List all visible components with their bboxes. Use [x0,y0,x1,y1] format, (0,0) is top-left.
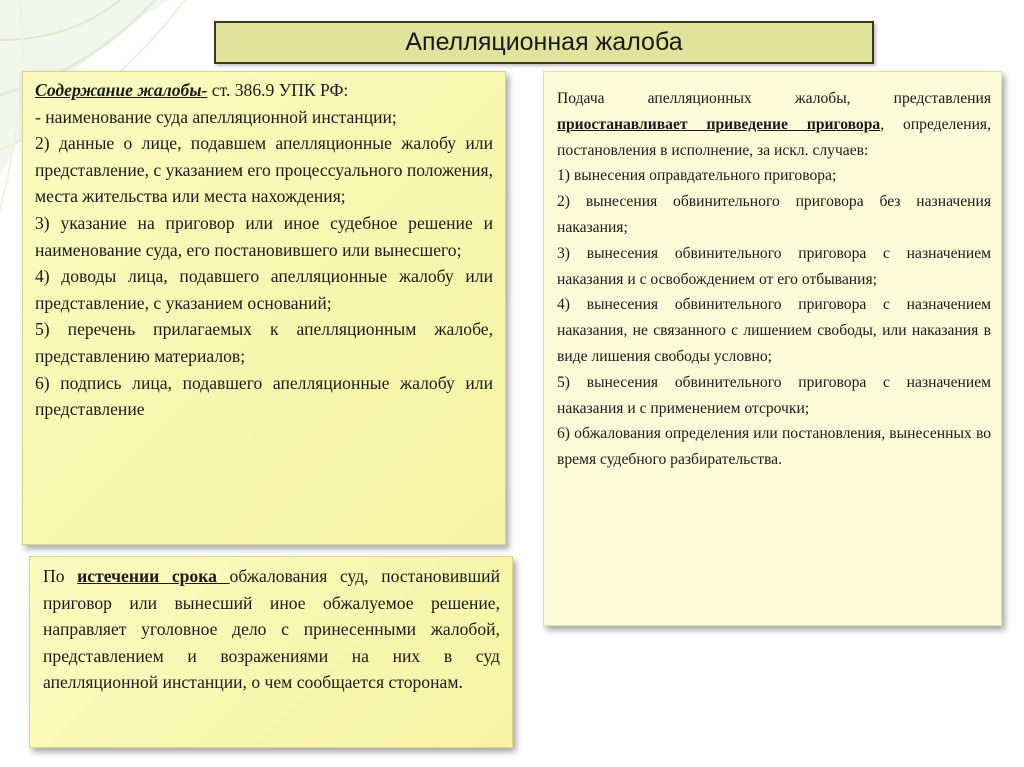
term-emphasis: истечении срока [77,566,230,586]
content-heading: Содержание жалобы- [35,80,208,100]
exception-item: 4) вынесения обвинительного приговора с назначением наказания, не связанного с лишением свободы, или наказания в виде лишения свободы условно; [557,296,991,365]
suspension-intro [557,86,991,163]
exception-item: 3) вынесения обвинительного приговора с назначением наказания и с освобождением от его отбывания; [557,244,991,288]
intro-text-part: Подача апелляционных жалобы, представления [557,90,991,107]
term-text-part: По [43,566,78,586]
term-expiry-text [43,563,500,696]
exception-item: 5) вынесения обвинительного приговора с назначением наказания и с применением отсрочки; [557,373,991,417]
term-text-part: обжалования суд, постановивший приговор или вынесший иное обжалуемое решение, направляет уголовное дело с принесенными жалобой, представлением и возражениями на них в суд апелляционной инстанции, о чем сообщается сторонам. [43,566,500,693]
intro-text-part: , определения, постановления в исполнение, за искл. случаев: [557,115,991,159]
content-item: 3) указание на приговор или иное судебное решение и наименование суда, его постановившего или вынесшего; [35,212,493,260]
intro-emphasis: приостанавливает приведение приговора [557,115,881,133]
content-item: 6) подпись лица, подавшего апелляционные жалобу или представление [35,372,493,420]
complaint-content-note [22,71,506,545]
suspension-note [543,71,1002,626]
exception-item: 2) вынесения обвинительного приговора без назначения наказания; [557,193,991,236]
content-item: 2) данные о лице, подавшем апелляционные жалобу или представление, с указанием его процессуального положения, места жительства или места нахождения; [35,133,493,207]
slide-title: Апелляционная жалоба [214,21,874,64]
exception-item: 6) обжалования определения или постановления, вынесенных во время судебного разбирательства. [557,425,991,469]
content-item: 4) доводы лица, подавшего апелляционные жалобу или представление, с указанием оснований; [35,266,493,313]
term-expiry-note [29,556,513,748]
content-item: 5) перечень прилагаемых к апелляционным жалобе, представлению материалов; [35,319,493,366]
exception-item: 1) вынесения оправдательного приговора; [557,167,837,185]
content-item: - наименование суда апелляционной инстанции; [35,106,397,127]
content-heading-ref: ст. 386.9 УПК РФ: [207,80,349,100]
content-heading-line [35,77,493,104]
